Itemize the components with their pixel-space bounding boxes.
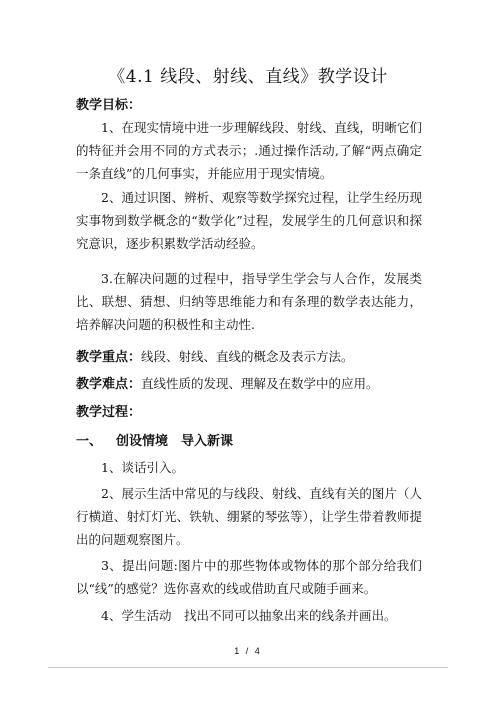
- difficult-point-text: 直线性质的发现、理解及在数学中的应用。: [141, 376, 379, 391]
- page-number: 1 / 4: [234, 646, 262, 656]
- key-point-line: [76, 345, 422, 369]
- difficult-point-line: [76, 372, 422, 396]
- document-title: 《4.1 线段、射线、直线》教学设计: [108, 67, 388, 87]
- goal-item-2: 2、通过识图、辨析、观察等数学探究过程，让学生经历现实事物到数学概念的“数学化”过程，发展学生的几何意识和探究意识，逐步积累数学活动经验。: [76, 190, 422, 251]
- goal-item-3: 3.在解决问题的过程中，指导学生学会与人合作，发展类比、联想、猜想、归纳等思维能力和有条理的数学表达能力，培养解决问题的积极性和主动性.: [76, 271, 422, 332]
- process-step-3: 3、提出问题:图片中的那些物体或物体的那个部分给我们以“线”的感觉？选你喜欢的线或借助直尺或随手画来。: [76, 558, 422, 596]
- goal-item-1: 1、在现实情境中进一步理解线段、射线、直线，明晰它们的特征并会用不同的方式表示；.通过操作活动,了解“两点确定一条直线”的几何事实，并能应用于现实情境。: [76, 120, 422, 181]
- section-1-heading: [76, 430, 233, 449]
- footer-divider: [48, 667, 448, 668]
- goals-heading: 教学目标：: [76, 98, 142, 113]
- difficult-point-label: 教学难点：: [76, 377, 142, 392]
- process-step-1: 1、谈话引入。: [101, 460, 184, 475]
- process-step-4: 4、学生活动 找出不同可以抽象出来的线条并画出。: [101, 608, 397, 623]
- key-point-text: 线段、射线、直线的概念及表示方法。: [141, 349, 354, 364]
- section-1-title: 创设情境 导入新课: [116, 434, 234, 449]
- key-point-label: 教学重点：: [76, 350, 142, 365]
- process-heading: 教学过程：: [76, 405, 142, 420]
- process-step-2: 2、展示生活中常见的与线段、射线、直线有关的图片（人行横道、射灯灯光、铁轨、绷紧的琴弦等），让学生带着教师提出的问题观察图片。: [76, 486, 422, 547]
- section-1-number: 一、: [76, 434, 103, 449]
